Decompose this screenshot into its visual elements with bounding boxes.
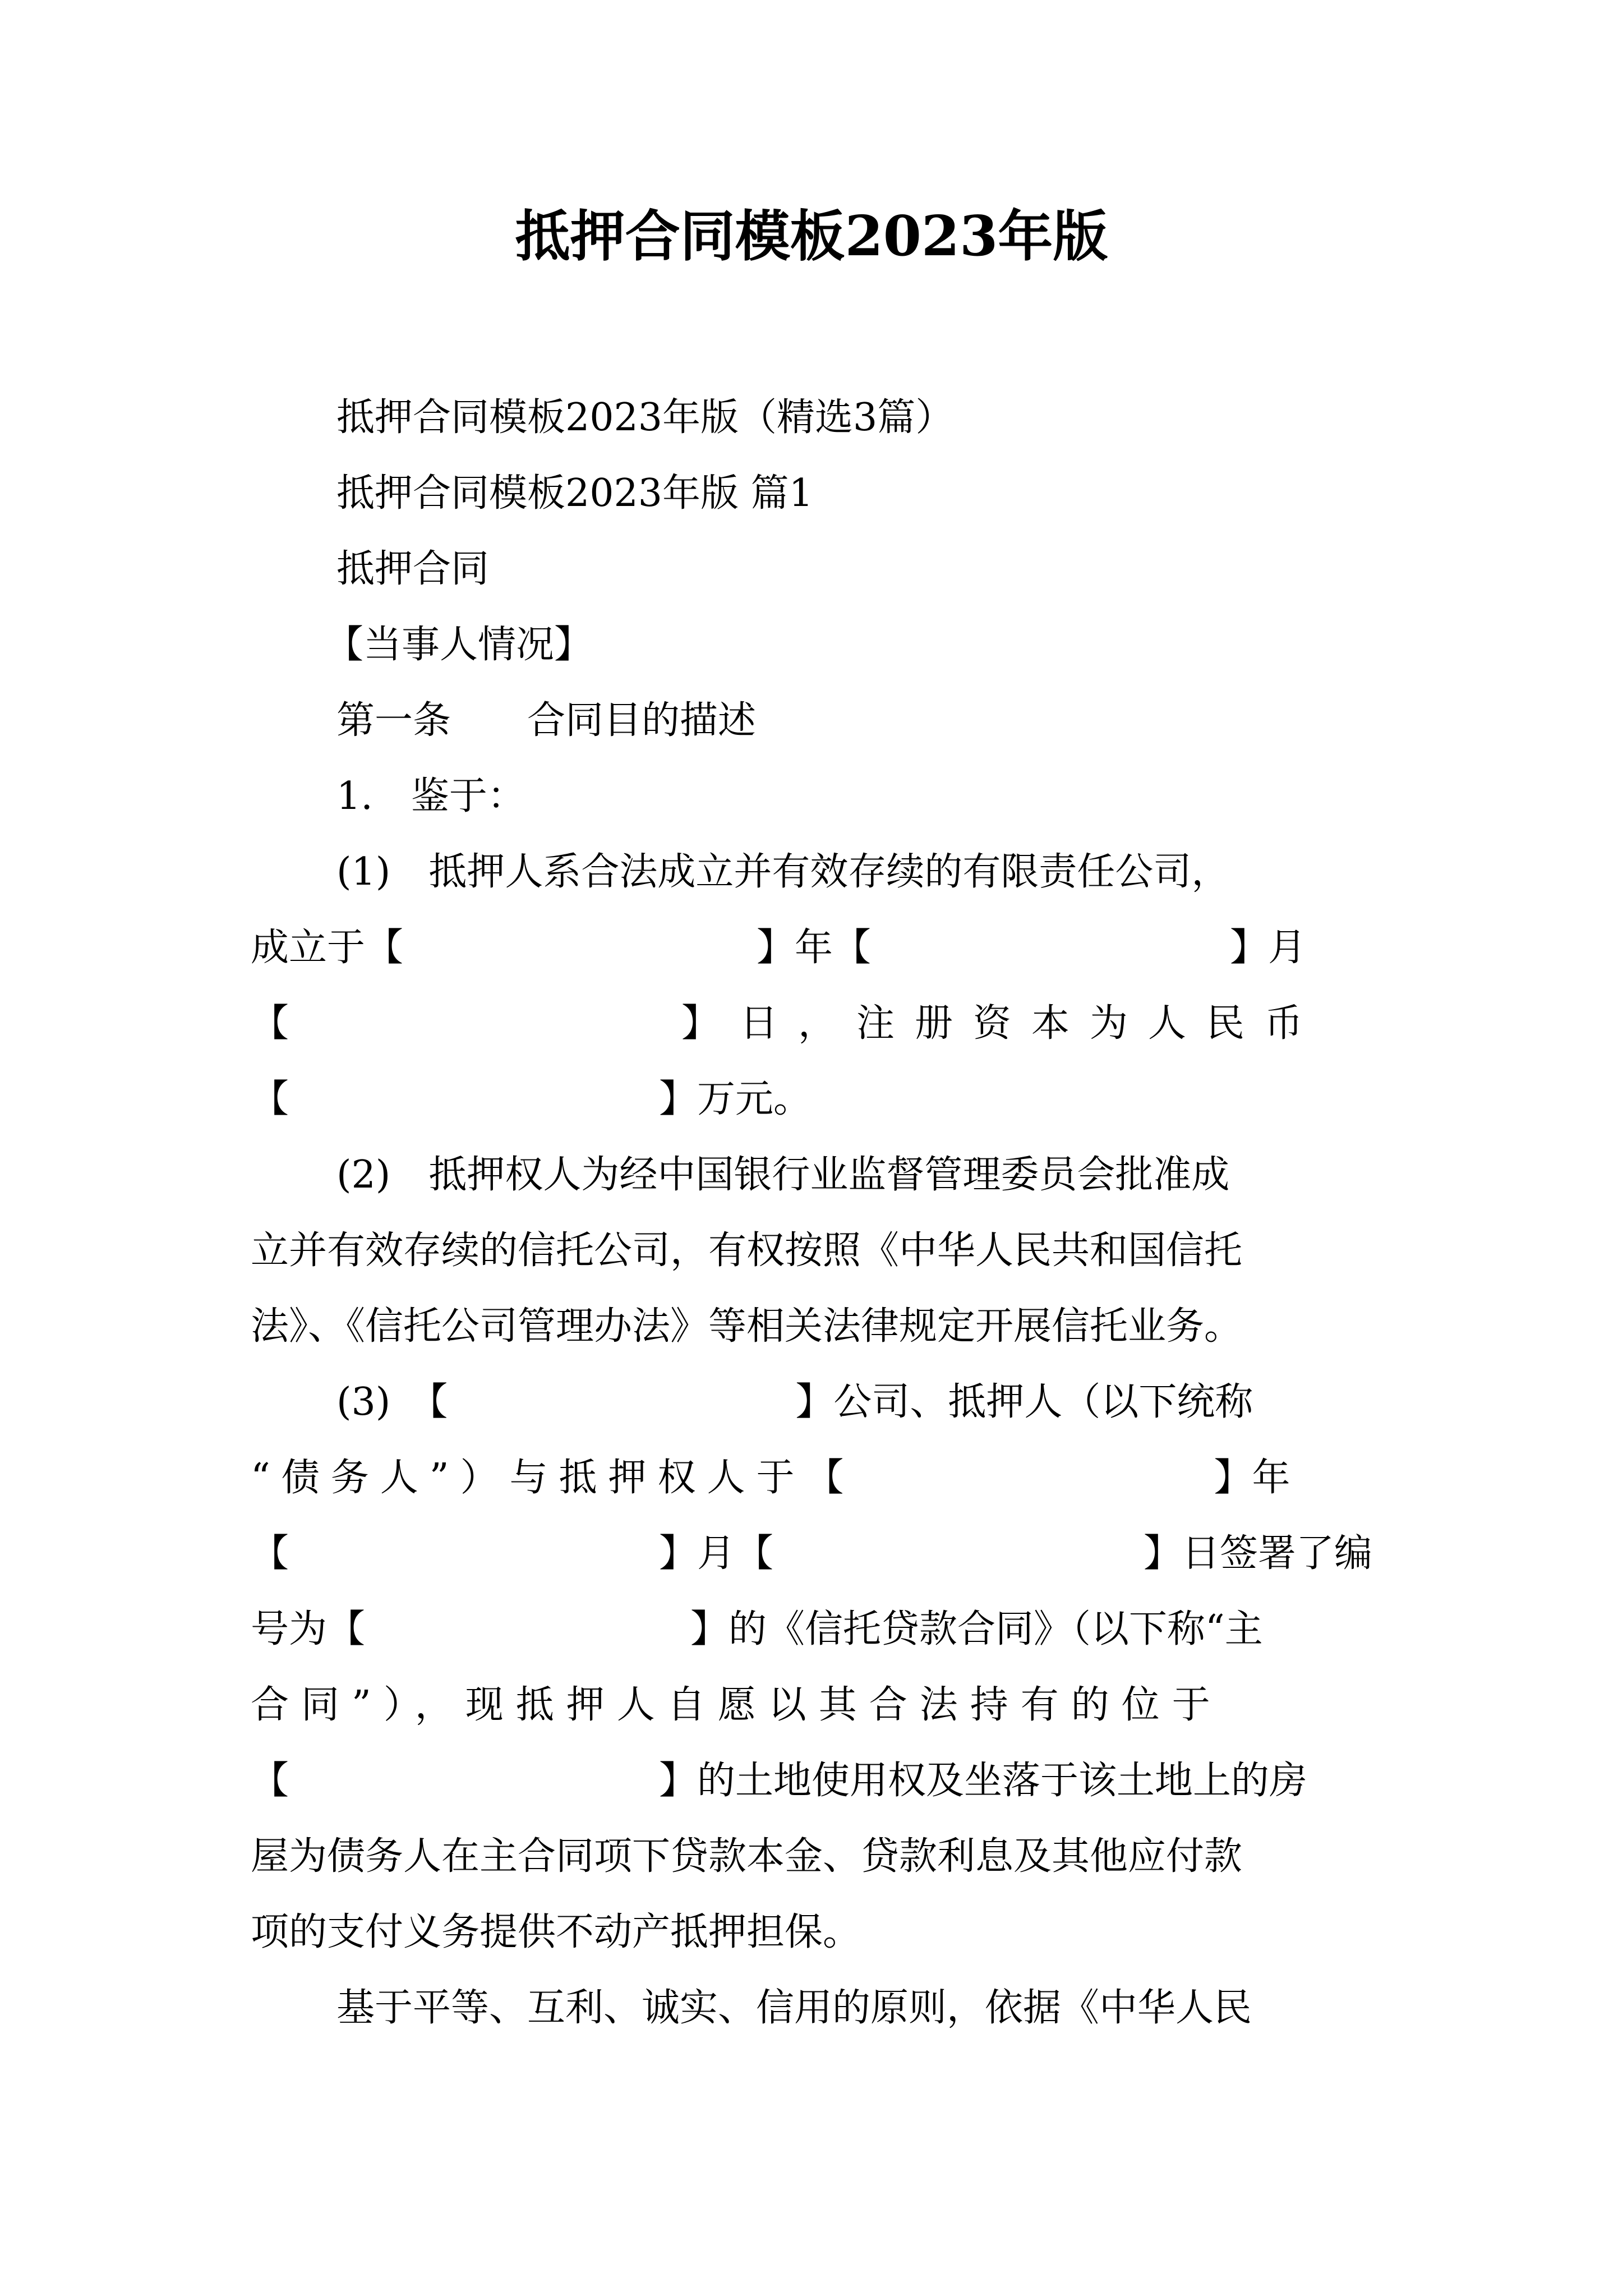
selection-line: 抵押合同模板2023年版（精选3篇）	[336, 395, 954, 440]
para3-l3b: 】月【	[659, 1531, 774, 1576]
para2-line3: 法》、《信托公司管理办法》等相关法律规定开展信托业务。	[251, 1304, 1243, 1349]
para3-l6b: 】的土地使用权及坐落于该土地上的房	[659, 1759, 1308, 1803]
para1-l4b: 】万元。	[659, 1077, 812, 1121]
para4-line1: 基于平等、互利、诚实、信用的原则，依据《中华人民	[336, 1986, 1252, 2030]
contract-title: 抵押合同	[336, 547, 490, 591]
para3-l2a: “债务人”）与抵押权人于【	[251, 1456, 855, 1500]
para1-l3b: 】日，注册资本为人民币	[681, 1001, 1324, 1046]
para1-l3a: 【	[251, 1001, 289, 1046]
para3-line4	[251, 1599, 1378, 1660]
para3-line1	[336, 1372, 1378, 1433]
para3-line8: 项的支付义务提供不动产抵押担保。	[251, 1910, 861, 1954]
part-heading: 抵押合同模板2023年版 篇1	[336, 471, 813, 516]
para3-line2	[251, 1447, 1378, 1509]
para3-line3	[251, 1523, 1378, 1585]
para3-line7: 屋为债务人在主合同项下贷款本金、贷款利息及其他应付款	[251, 1834, 1243, 1879]
para1-l2b: 】年【	[757, 926, 872, 970]
para1-l2c: 】月	[1230, 926, 1307, 970]
para3-l4b: 】的《信托贷款合同》（以下称“主	[690, 1607, 1263, 1651]
para3-l3c: 】日签署了编	[1144, 1531, 1373, 1576]
article-1-heading: 第一条 合同目的描述	[336, 698, 757, 743]
para1-l4a: 【	[251, 1077, 289, 1121]
para2-line2: 立并有效存续的信托公司，有权按照《中华人民共和国信托	[251, 1228, 1243, 1273]
para1-line3	[251, 993, 1378, 1055]
para3-l6a: 【	[251, 1759, 289, 1803]
para2-line1: (2) 抵押权人为经中国银行业监督管理委员会批准成	[336, 1153, 1230, 1197]
parties-heading: 【当事人情况】	[325, 623, 593, 667]
para3-l4a: 号为【	[251, 1607, 366, 1651]
para1-line2	[251, 917, 1378, 979]
para1-l2a: 成立于【	[251, 926, 404, 970]
para1-line4	[251, 1069, 1378, 1130]
para3-l2b: 】年	[1214, 1456, 1290, 1500]
para3-line6	[251, 1750, 1378, 1812]
para1-line1: (1) 抵押人系合法成立并有效存续的有限责任公司，	[336, 850, 1230, 894]
para3-l3a: 【	[251, 1531, 289, 1576]
item-1: 1. 鉴于：	[336, 774, 525, 818]
document-title: 抵押合同模板2023年版	[515, 204, 1108, 269]
para3-l1b: 】公司、抵押人（以下统称	[795, 1380, 1253, 1424]
para3-l1a: (3) 【	[336, 1380, 448, 1424]
para3-line5: 合同”），现抵押人自愿以其合法持有的位于	[251, 1683, 1223, 1727]
